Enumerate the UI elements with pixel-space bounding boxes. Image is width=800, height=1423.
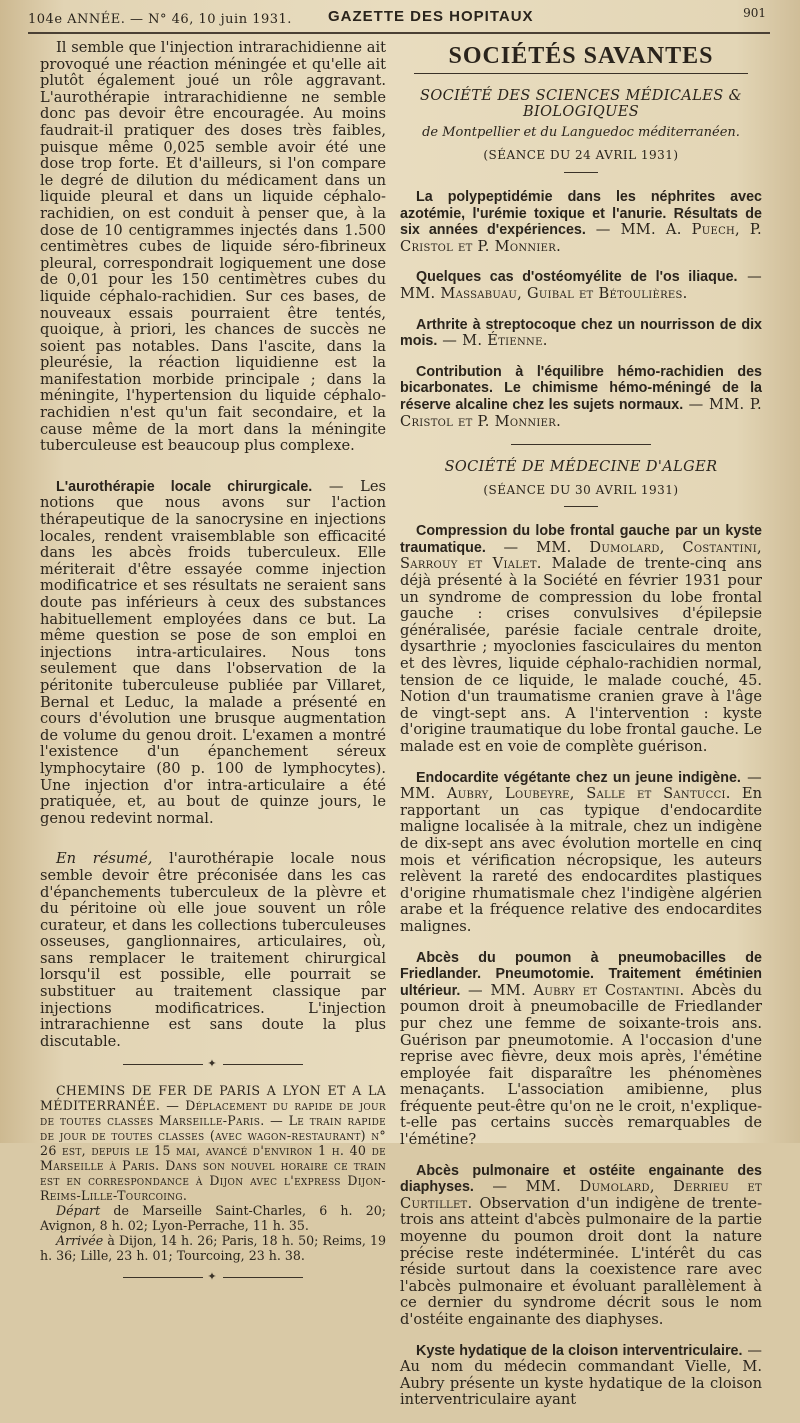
entry-title: Arthrite à streptocoque chez un nourrisson de dix mois. (400, 316, 762, 350)
depart-times: de Marseille Saint-Charles, 6 h. 20; Avignon, 8 h. 02; Lyon-Perrache, 11 h. 35. (40, 1203, 386, 1234)
arrivee-label: Arrivée (56, 1233, 104, 1249)
entry-title: Endocardite végétante chez un jeune indigène. (416, 769, 741, 786)
left-column (40, 40, 386, 1296)
page-number: 901 (743, 6, 766, 20)
entry-authors: — MM. Aubry, Loubeyre, Salle et Santucci. (400, 768, 762, 803)
entry-item (400, 950, 762, 1149)
entry-item (400, 269, 762, 302)
railway-body: — Déplacement du rapide de jour de toutes classes Marseille-Paris. — Le train rapide de jour de toutes classes (avec wagon-restaurant) n° 26 est, depuis le 15 mai, avancé d'environ 1 h. 40 de Marseille à Paris. Dans son nouvel horaire ce train est en correspondance à Dijon avec l'express Dijon-Reims-Lille-Tourcoing. (40, 1098, 386, 1204)
entry-item (400, 317, 762, 350)
entry-title: Abcès du poumon à pneumobacilles de Friedlander. Pneumotomie. Traitement émétinien ultérieur. (400, 949, 762, 999)
entry-body: En rapportant un cas typique d'endocardite maligne localisée à la mitrale, chez un indigène de dix-sept ans avec évolution mortelle en cinq mois et vérification nécropsique, les auteurs relèvent la rareté des endocardites plastiques d'origine rhumatismale chez l'indigène algérien arabe et la fréquence relative des endocardites malignes. (400, 785, 762, 935)
resume-lead: En résumé, (56, 850, 153, 868)
railway-notice (40, 1083, 386, 1263)
society-title: SOCIÉTÉ DES SCIENCES MÉDICALES & BIOLOGIQUES (420, 87, 742, 121)
entry-title: La polypeptidémie dans les néphrites avec azotémie, l'urémie toxique et l'anurie. Résultats de six années d'expériences. (400, 188, 762, 239)
entry-title: Contribution à l'équilibre hémo-rachidien des bicarbonates. Le chimisme hémo-méningé de la réserve alcaline chez les sujets normaux. (400, 363, 762, 413)
entry-title: Compression du lobe frontal gauche par un kyste traumatique. (400, 523, 762, 556)
page-header (28, 6, 770, 34)
entry-authors: — MM. P. Cristol et P. Monnier. (400, 395, 762, 430)
railway-heading: CHEMINS DE FER DE PARIS A LYON ET A LA MÉDITERRANÉE. (40, 1083, 386, 1114)
depart-label: Départ (56, 1203, 101, 1219)
entry-authors: — MM. Massabuau, Guibal et Bétoulières. (400, 268, 762, 302)
entry-item (400, 1163, 762, 1329)
arrivee-times: à Dijon, 14 h. 26; Paris, 18 h. 50; Reims, 19 h. 36; Lille, 23 h. 01; Tourcoing, 23 h. 38. (40, 1233, 386, 1264)
session-date: (SÉANCE DU 30 AVRIL 1931) (483, 482, 679, 497)
entry-item (400, 523, 762, 755)
society-title: SOCIÉTÉ DE MÉDECINE D'ALGER (444, 459, 718, 476)
section-title: SOCIÉTÉS SAVANTES (448, 43, 714, 69)
paragraph-intrarachidienne: Il semble que l'injection intrarachidienne ait provoqué une réaction méningée et qu'elle ait plutôt également joué un rôle aggravant. L'aurothérapie intrarachidienne ne semble donc pas devoir être encouragée. Au moins faudrait-il pratiquer des doses très faibles, puisque même 0,025 semble avoir été une dose trop forte. Et d'ailleurs, si l'on compare le degré de dilution du médicament dans un liquide pleural et dans un liquide céphalo-rachidien, on est conduit à penser que, à la dose de 10 centigrammes injectés dans 1.500 centimètres cubes de liquide séro-fibrineux pleural, correspondrait logiquement une dose de 0,01 pour les 150 centimètres cubes du liquide céphalo-rachidien. Sur ces bases, de nouveaux essais pourraient être tentés, quoique, à priori, les chances de succès ne soient pas notables. Dans l'ascite, dans la pleurésie, la réaction liquidienne est la manifestation morbide principale ; dans la méningite, l'hypertension du liquide céphalo-rachidien n'est qu'un fait secondaire, et la cause même de la mort dans la méningite tuberculeuse est beaucoup plus complexe. (40, 39, 386, 455)
session-date: (SÉANCE DU 24 AVRIL 1931) (483, 148, 679, 163)
entry-title: Quelques cas d'ostéomyélite de l'os iliaque. (416, 269, 738, 286)
issue-info: 104e ANNÉE. — N° 46, 10 juin 1931. (28, 12, 292, 27)
entry-body: — Au nom du médecin commandant Vielle, M. Aubry présente un kyste hydatique de la cloison interventriculaire ayant (400, 1341, 762, 1409)
society-subtitle: de Montpellier et du Languedoc méditerranéen. (422, 124, 740, 140)
entry-item (400, 189, 762, 255)
entry-authors: — MM. Dumolard, Costantini, Sarrouy et Vialet. (400, 538, 762, 573)
entry-body: Observation d'un indigène de trente-trois ans atteint d'abcès pulmonaire de la partie moyenne du poumon droit dont la nature précise reste indéterminée. L'intérêt du cas réside surtout dans la coexistence rare avec l'abcès pulmonaire et évoluant parallèlement à ce dernier du syndrome décrit sous le nom d'ostéite engainante des diaphyses. (400, 1194, 762, 1328)
entry-title: Abcès pulmonaire et ostéite engainante des diaphyses. (400, 1162, 762, 1196)
entry-authors: — MM. Dumolard, Derrieu et Curtillet. (400, 1178, 762, 1212)
entry-body: Malade de trente-cinq ans déjà présenté à la Société en février 1931 pour un syndrome de compression du lobe frontal gauche : crises convulsives d'épilepsie généralisée, parésie faciale centrale droite, dysarthrie ; myoclonies fasciculaires du menton et des lèvres, liquide céphalo-rachidien normal, tension de ce liquide, le malade couché, 45. Notion d'un traumatisme cranien grave à l'âge de vingt-sept ans. A l'intervention : kyste d'origine traumatique du lobe frontal gauche. Le malade est en voie de complète guérison. (400, 555, 762, 755)
paragraph-aurotherapie-locale (40, 479, 386, 827)
right-column (400, 40, 762, 1423)
entry-title: Kyste hydatique de la cloison interventriculaire. (416, 1342, 743, 1359)
entry-authors: — M. Étienne. (437, 332, 548, 350)
ornament-divider: ✦ (40, 1056, 386, 1073)
entry-authors: — MM. A. Puech, P. Cristol et P. Monnier. (400, 221, 762, 255)
section-rule (414, 73, 748, 74)
divider (511, 444, 651, 445)
paragraph-body: — Les notions que nous avons sur l'action thérapeutique de la sanocrysine en injections locales, rendent vraisemblable son efficacité dans les abcès froids tuberculeux. Elle mériterait d'être essayée comme injection modificatrice et ses résultats ne seraient sans doute pas inférieurs à ceux des substances habituellement employées dans ce but. La même question se pose de son emploi en injections intra-articulaires. Nous tons seulement que dans l'observation de la péritonite tuberculeuse publiée par Villaret, Bernal et Leduc, la malade a présenté en cours d'évolution une brusque augmentation de volume du genou droit. L'examen a montré l'existence d'un épanchement séreux lymphocytaire (80 p. 100 de lymphocytes). Une injection d'or intra-articulaire a été pratiquée, et, au bout de quinze jours, le genou redevint normal. (40, 477, 386, 827)
ornament-divider: ✦ (40, 1269, 386, 1286)
entry-authors: — MM. Aubry et Costantini. (460, 981, 685, 999)
journal-title: GAZETTE DES HOPITAUX (328, 8, 534, 25)
paragraph-resume (40, 851, 386, 1050)
entry-item (400, 364, 762, 430)
paragraph-heading: L'aurothérapie locale chirurgicale. (56, 478, 313, 495)
paragraph-body: l'aurothérapie locale nous semble devoir être préconisée dans les cas d'épanchements tuberculeux de la plèvre et du péritoine où elle joue souvent un rôle curateur, et dans les collections tuberculeuses osseuses, ganglionnaires, articulaires, où, sans remplacer le traitement chirurgical lorsqu'il est possible, elle pourrait se substituer au traitement classique par injections modificatrices. L'injection intrarachienne est sans doute la plus discutable. (40, 850, 386, 1050)
entry-item (400, 770, 762, 936)
entry-item (400, 1343, 762, 1409)
entry-body: Abcès du poumon droit à pneumobacille de Friedlander pur chez une femme de soixante-trois ans. Guérison par pneumotomie. A l'occasion d'une reprise avec fièvre, deux mois après, l'émétine employée fait disparaître les phénomènes menaçants. L'association amibienne, plus fréquente peut-être qu'on ne le croit, n'explique-t-elle pas certains succès remarquables de l'émétine? (400, 981, 763, 1149)
